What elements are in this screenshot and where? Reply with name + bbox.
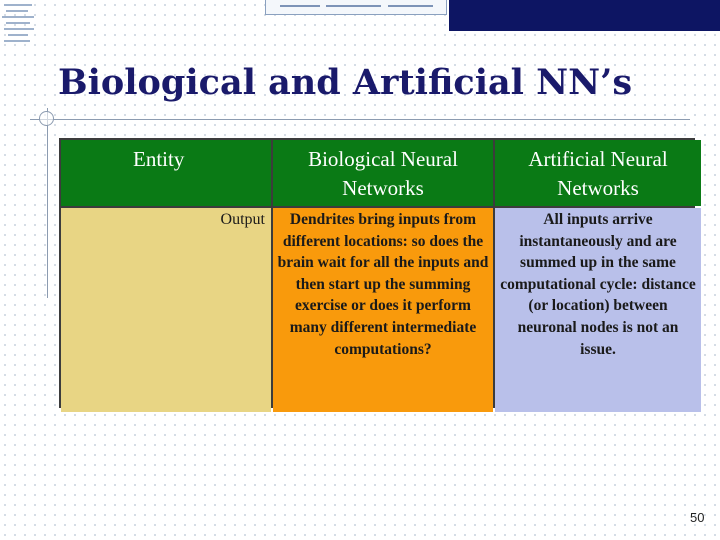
header-biological: Biological Neural Networks	[273, 140, 493, 206]
decorative-vertical-rule	[47, 108, 48, 298]
page-number: 50	[690, 510, 705, 525]
comparison-table	[59, 138, 695, 408]
slide-title: Biological and Artificial NN’s	[58, 62, 633, 103]
header-entity: Entity	[61, 140, 271, 206]
top-right-banner	[449, 0, 720, 31]
decorative-thumbnail	[0, 0, 38, 48]
cell-biological-output: Dendrites bring inputs from different locations: so does the brain wait for all the inputs and then start up the summing exercise or does it perform many different intermediate computations?	[273, 208, 493, 412]
decorative-circle	[39, 111, 54, 126]
decorative-horizontal-rule	[30, 119, 690, 120]
cell-artificial-output: All inputs arrive instantaneously and are summed up in the same computational cycle: distance (or location) between neuronal nodes is not an issue.	[495, 208, 701, 412]
decorative-thumbnail-strip	[265, 0, 447, 15]
row-entity-output: Output	[61, 208, 271, 412]
header-artificial: Artificial Neural Networks	[495, 140, 701, 206]
